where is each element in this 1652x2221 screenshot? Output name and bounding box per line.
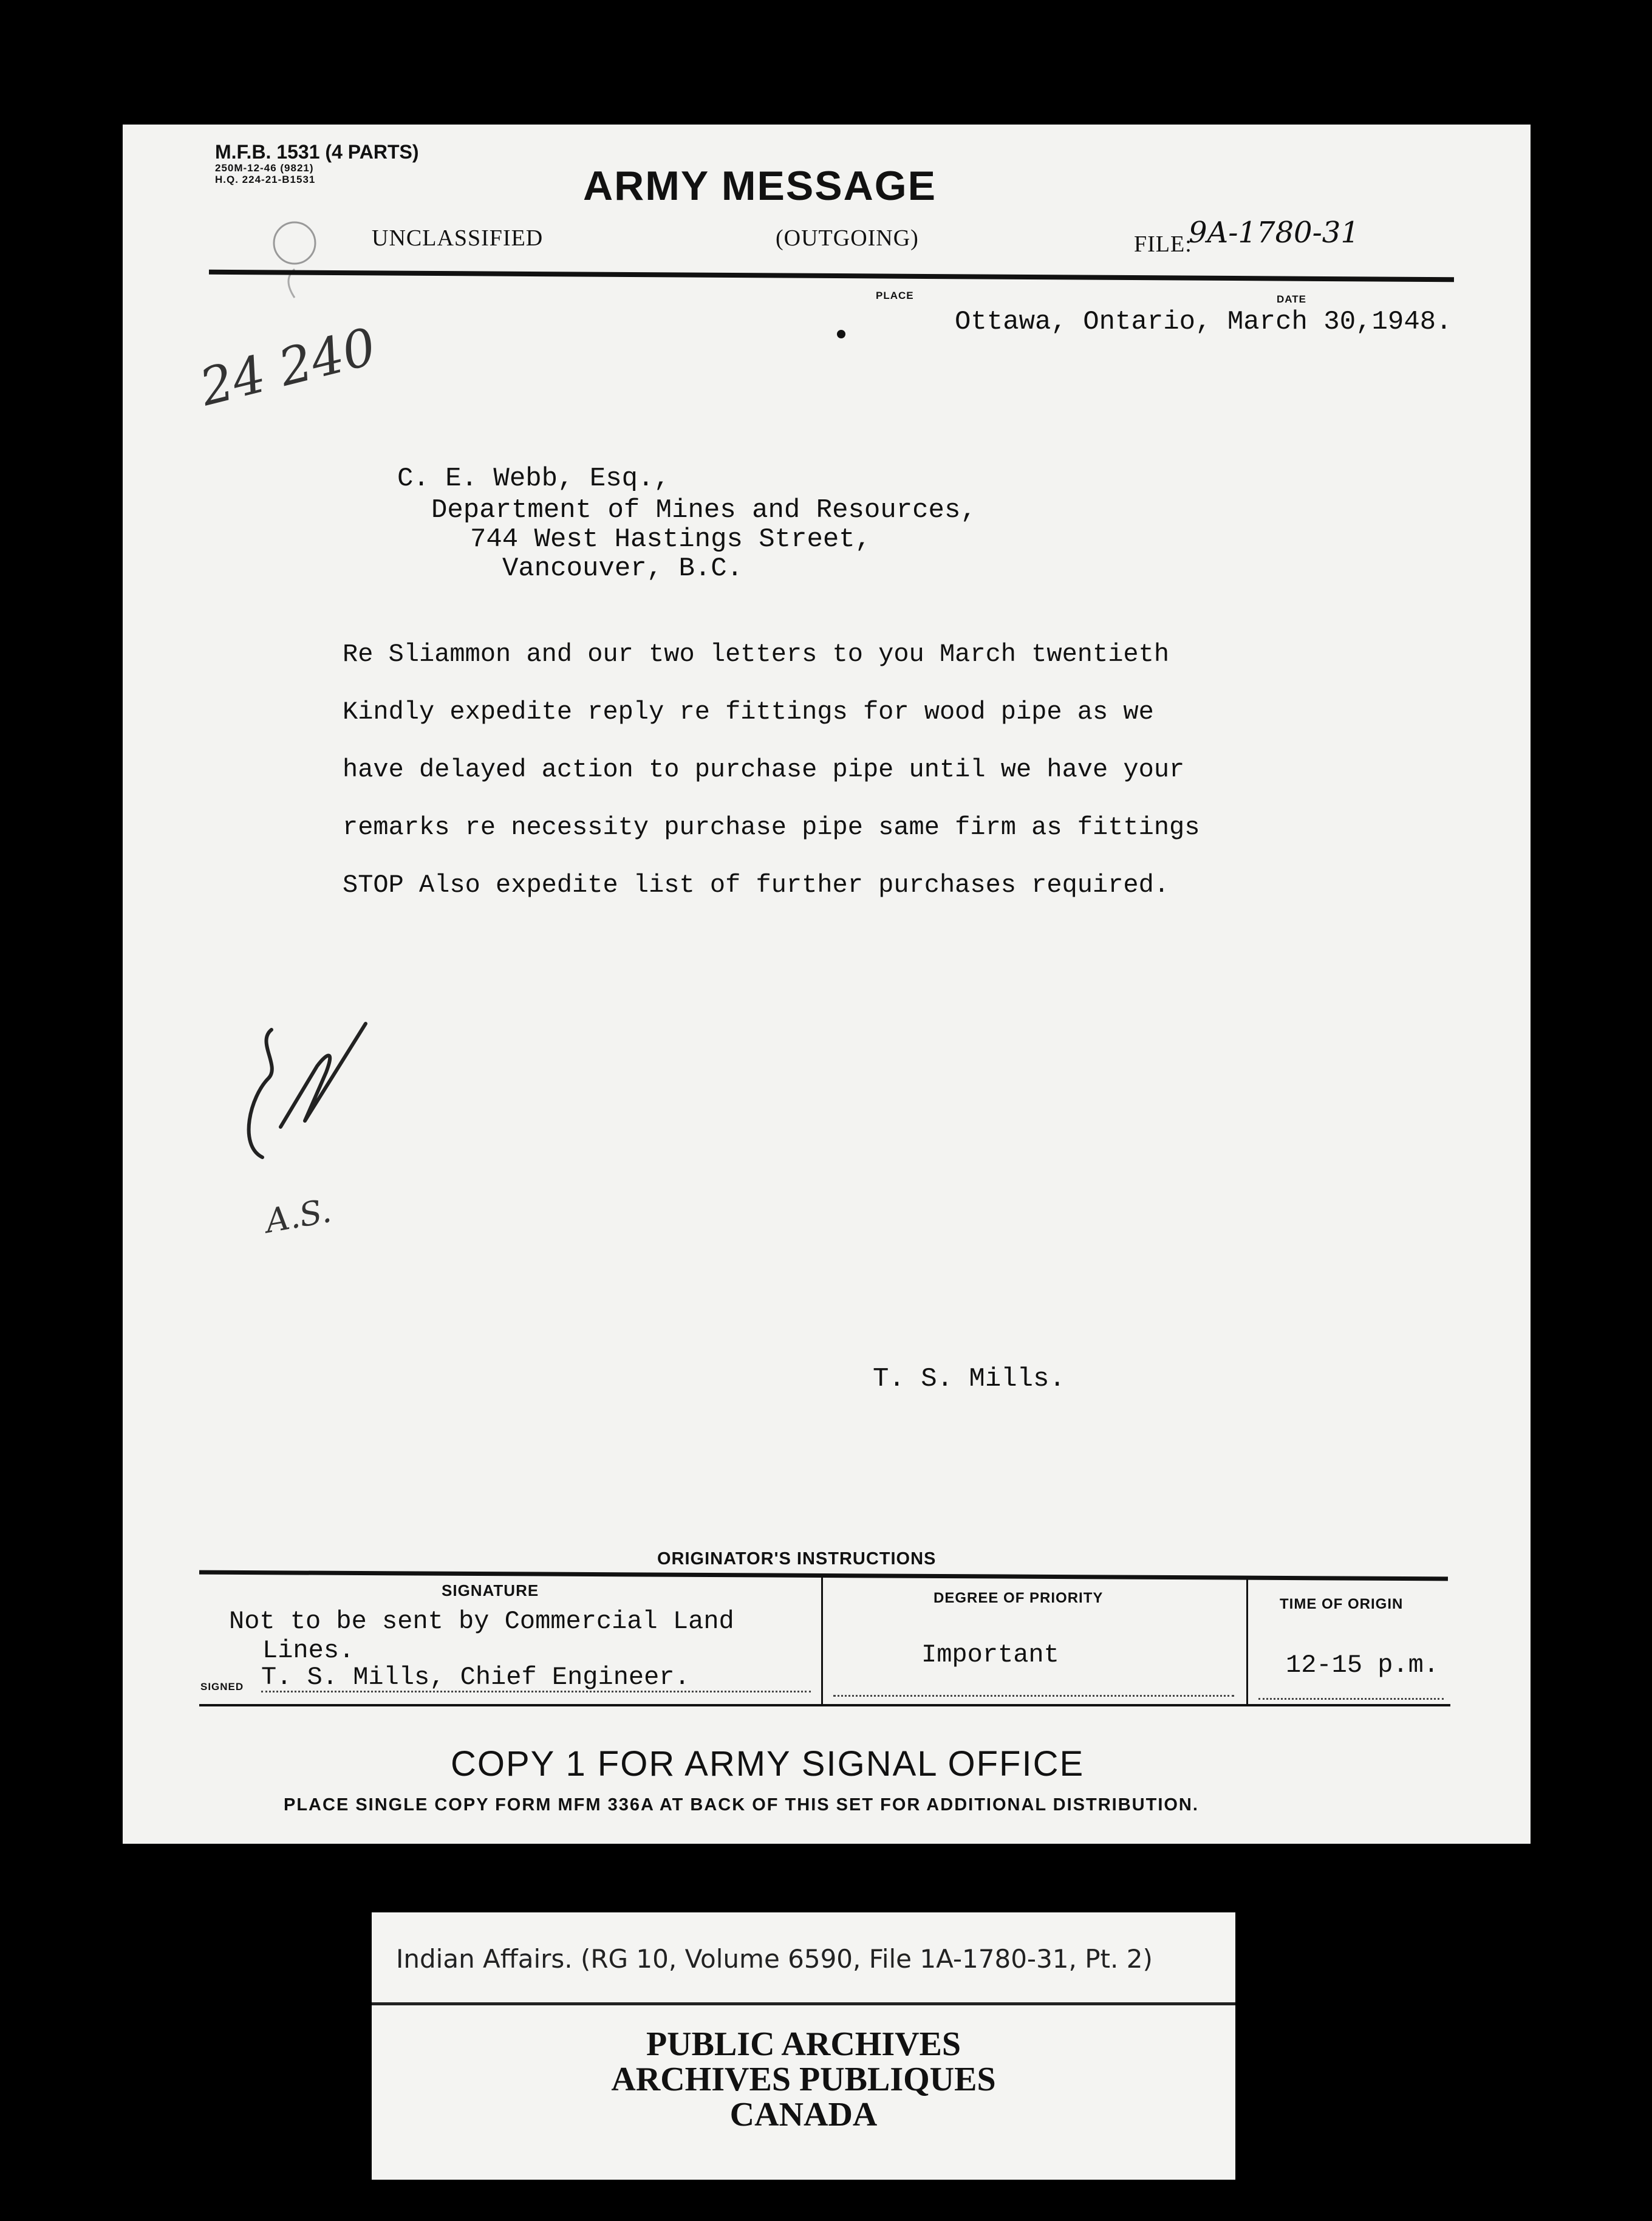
archive-label (372, 1912, 1235, 2180)
priority-line (833, 1695, 1234, 1697)
army-message-form (123, 125, 1531, 1844)
date-label: DATE (1277, 293, 1307, 305)
distribution-instruction: PLACE SINGLE COPY FORM MFM 336A AT BACK OF THIS SET FOR ADDITIONAL DISTRIBUTION. (284, 1795, 1199, 1815)
time-line (1258, 1698, 1444, 1700)
time-value: 12-15 p.m. (1286, 1651, 1439, 1680)
signed-line (261, 1691, 811, 1692)
form-code-main: M.F.B. 1531 (4 PARTS) (215, 141, 419, 163)
instruction-line-2: Lines. (262, 1636, 355, 1665)
body-line-1: Re Sliammon and our two letters to you March twentieth (343, 640, 1170, 669)
archive-label-divider (372, 2002, 1235, 2005)
signed-name: T. S. Mills, Chief Engineer. (261, 1663, 690, 1692)
header-rule (209, 270, 1454, 282)
archive-name-fr: ARCHIVES PUBLIQUES (611, 2061, 996, 2098)
archive-name-en: PUBLIC ARCHIVES (646, 2025, 961, 2063)
handwritten-note: 24 240 (194, 316, 382, 418)
address-line-1: C. E. Webb, Esq., (397, 464, 670, 494)
bottom-rule (199, 1704, 1450, 1706)
file-number: 9A-1780-31 (1189, 216, 1359, 250)
address-line-4: Vancouver, B.C. (502, 553, 743, 584)
address-line-2: Department of Mines and Resources, (431, 495, 977, 525)
handwritten-initials-scribble (214, 1005, 372, 1206)
originator-rule (199, 1570, 1448, 1581)
body-line-4: remarks re necessity purchase pipe same firm as fittings (343, 813, 1200, 842)
handwritten-initials: A.S. (262, 1191, 335, 1241)
time-label: TIME OF ORIGIN (1280, 1596, 1404, 1612)
priority-value: Important (921, 1640, 1059, 1669)
address-line-3: 744 West Hastings Street, (470, 524, 872, 555)
classification: UNCLASSIFIED (372, 225, 544, 251)
message-signature: T. S. Mills. (873, 1364, 1065, 1394)
instruction-line-1: Not to be sent by Commercial Land (229, 1607, 734, 1636)
archive-country: CANADA (729, 2096, 878, 2134)
archive-reference: Indian Affairs. (RG 10, Volume 6590, File 1A-1780-31, Pt. 2) (396, 1944, 1153, 1974)
file-label: FILE: (1134, 231, 1192, 257)
column-divider-1 (821, 1578, 823, 1705)
form-code-line2: 250M-12-46 (9821) (215, 162, 314, 174)
place-date: Ottawa, Ontario, March 30,1948. (955, 307, 1452, 337)
binder-hole-icon (267, 216, 322, 301)
body-line-5: STOP Also expedite list of further purchases required. (343, 871, 1170, 900)
place-label: PLACE (876, 290, 914, 301)
signed-label: SIGNED (200, 1681, 244, 1692)
signature-label: SIGNATURE (442, 1581, 539, 1600)
column-divider-2 (1246, 1578, 1248, 1705)
priority-label: DEGREE OF PRIORITY (934, 1590, 1104, 1606)
body-line-3: have delayed action to purchase pipe until we have your (343, 755, 1185, 784)
form-title: ARMY MESSAGE (583, 163, 937, 209)
form-code-line3: H.Q. 224-21-B1531 (215, 174, 316, 185)
originator-title: ORIGINATOR'S INSTRUCTIONS (657, 1549, 937, 1569)
copy-designation: COPY 1 FOR ARMY SIGNAL OFFICE (451, 1744, 1085, 1784)
body-line-2: Kindly expedite reply re fittings for wood pipe as we (343, 697, 1154, 727)
dot-mark (837, 330, 845, 338)
message-direction: (OUTGOING) (776, 225, 919, 251)
